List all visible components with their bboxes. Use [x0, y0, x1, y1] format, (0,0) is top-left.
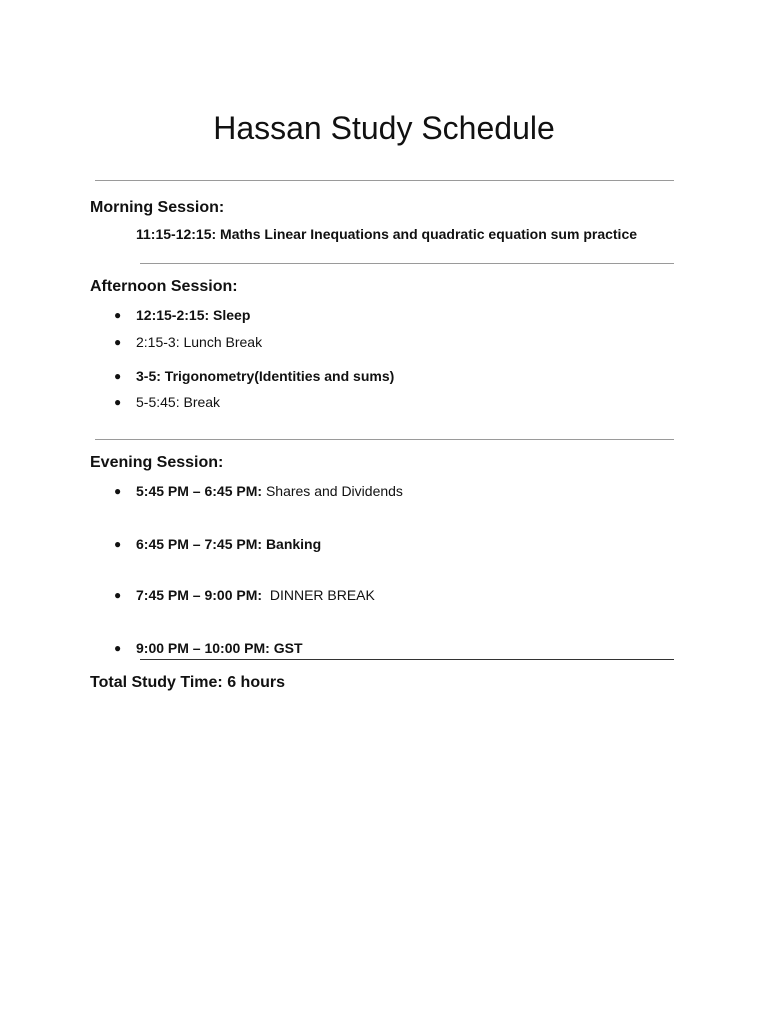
- item-time: 11:15-12:15: Maths Linear Inequations and quadratic equation sum practice: [136, 226, 638, 242]
- list-item: [136, 586, 375, 604]
- item-text: Shares and Dividends: [262, 483, 403, 499]
- bullet-icon: ●: [114, 308, 122, 322]
- item-time: 5:45 PM – 6:45 PM:: [136, 483, 263, 499]
- afternoon-heading: Afternoon Session:: [90, 278, 238, 295]
- bullet-icon: ●: [114, 395, 122, 409]
- bullet-icon: ●: [114, 335, 122, 349]
- divider: [140, 263, 674, 264]
- item-time: 12:15-2:15: Sleep: [136, 307, 251, 323]
- bullet-icon: ●: [114, 537, 122, 551]
- list-item: [136, 482, 403, 500]
- bullet-icon: ●: [114, 588, 122, 602]
- item-time: 9:00 PM – 10:00 PM: GST: [136, 640, 303, 656]
- item-time: 3-5: Trigonometry(Identities and sums): [136, 368, 395, 384]
- document-title: Hassan Study Schedule: [213, 110, 555, 146]
- bullet-icon: ●: [114, 484, 122, 498]
- item-text: 5-5:45: Break: [136, 394, 221, 410]
- item-time: 7:45 PM – 9:00 PM:: [136, 587, 263, 603]
- bullet-icon: ●: [114, 641, 122, 655]
- item-text: DINNER BREAK: [262, 587, 375, 603]
- list-item: [136, 639, 303, 657]
- item-time: 6:45 PM – 7:45 PM: Banking: [136, 536, 322, 552]
- divider: [95, 180, 674, 181]
- list-item: [136, 306, 250, 324]
- total-study-time: Total Study Time: 6 hours: [90, 674, 285, 691]
- evening-heading: Evening Session:: [90, 454, 224, 471]
- divider: [140, 659, 674, 660]
- list-item: [136, 367, 394, 385]
- list-item: [136, 333, 262, 351]
- bullet-icon: ●: [114, 369, 122, 383]
- item-text: 2:15-3: Lunch Break: [136, 334, 263, 350]
- morning-heading: Morning Session:: [90, 199, 225, 216]
- list-item: [136, 393, 220, 411]
- list-item: [136, 535, 321, 553]
- list-item: [136, 225, 637, 243]
- divider: [95, 439, 674, 440]
